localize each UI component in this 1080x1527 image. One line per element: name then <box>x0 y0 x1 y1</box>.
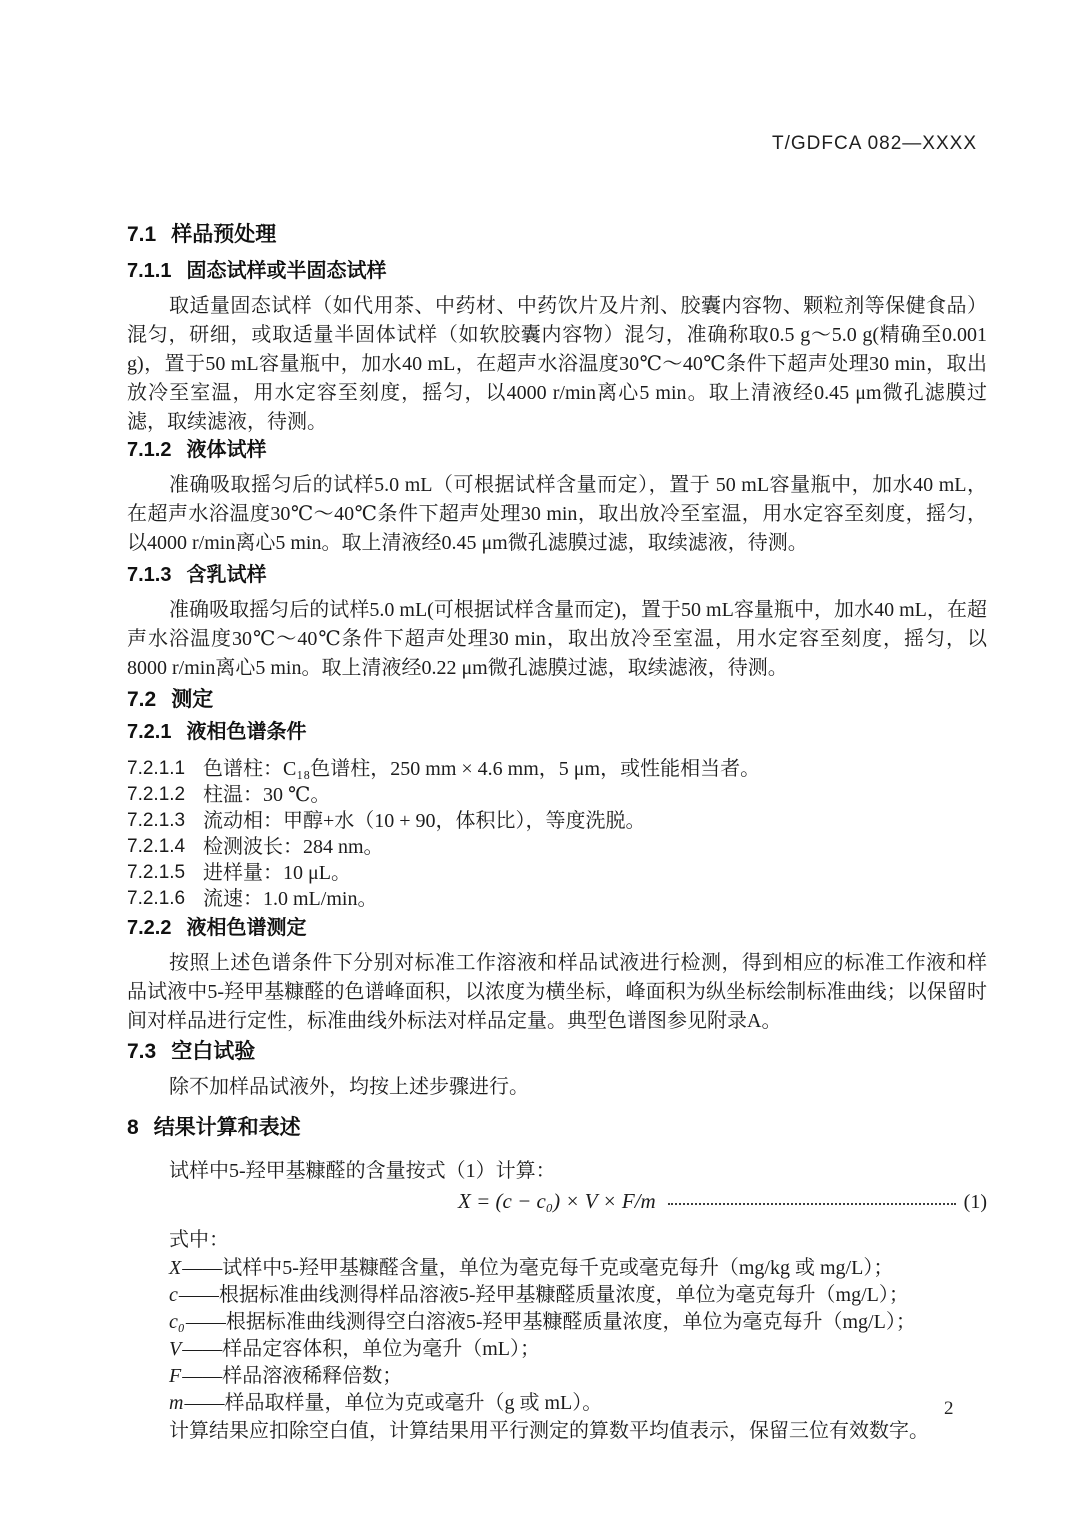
clause-number: 7.2.1.6 <box>127 888 186 909</box>
clause-list <box>127 756 987 912</box>
clause-text: 检测波长：284 nm。 <box>203 836 384 858</box>
section-heading-7-3 <box>127 1039 987 1065</box>
paragraph-7-2-2: 按照上述色谱条件下分别对标准工作溶液和样品试液进行检测，得到相应的标准工作液和样品试液中5-羟甲基糠醛的色谱峰面积，以浓度为横坐标，峰面积为纵坐标绘制标准曲线；以保留时间对样品进行定性，标准曲线外标法对样品定量。典型色谱图参见附录A。 <box>127 952 987 1032</box>
section-heading-7-1 <box>127 222 987 248</box>
section-heading-7-2 <box>127 687 987 713</box>
symbol-definitions <box>127 1255 987 1417</box>
clause-number: 7.2.1.2 <box>127 784 186 805</box>
definition-m <box>127 1390 987 1417</box>
heading-number: 7.1.3 <box>127 564 172 586</box>
heading-title: 样品预处理 <box>171 223 277 246</box>
clause-7-2-1-3 <box>127 808 987 834</box>
paragraph-7-1-3: 准确吸取摇匀后的试样5.0 mL(可根据试样含量而定)，置于50 mL容量瓶中，加水40 mL，在超声水浴温度30℃～40℃条件下超声处理30 min，取出放冷至室温，用水定容至刻度，摇匀，以8000 r/min离心5 min。取上清液经0.22 μm微孔滤膜过滤，取续滤液，待测。 <box>127 599 987 679</box>
definition-text: ——样品取样量，单位为克或毫升（g 或 mL）。 <box>184 1392 603 1414</box>
heading-title: 含乳试样 <box>186 564 267 586</box>
heading-title: 结果计算和表述 <box>153 1116 301 1139</box>
clause-text: 色谱柱：C₁₈色谱柱，250 mm × 4.6 mm，5 μm，或性能相当者。 <box>203 758 761 780</box>
section-heading-7-1-3 <box>127 562 987 588</box>
heading-title: 固态试样或半固态试样 <box>186 260 387 282</box>
symbol: c <box>169 1284 178 1306</box>
definition-text: ——样品定容体积，单位为毫升（mL）； <box>182 1338 540 1360</box>
paragraph-7-1-2: 准确吸取摇匀后的试样5.0 mL（可根据试样含量而定），置于 50 mL容量瓶中，加水40 mL，在超声水浴温度30℃～40℃条件下超声处理30 min，取出放冷至室温，用水定容至刻度，摇匀，以4000 r/min离心5 min。取上清液经0.45 μm微孔滤膜过滤，取续滤液，待测。 <box>127 474 987 554</box>
page-number: 2 <box>944 1398 954 1419</box>
symbol: m <box>169 1392 184 1414</box>
heading-number: 7.1.2 <box>127 439 172 461</box>
paragraph-8-intro: 试样中5-羟甲基糠醛的含量按式（1）计算： <box>169 1160 556 1182</box>
clause-7-2-1-4 <box>127 834 987 860</box>
where-label: 式中： <box>169 1229 229 1251</box>
clause-text: 进样量：10 μL。 <box>203 862 351 884</box>
paragraph-7-1-1: 取适量固态试样（如代用茶、中药材、中药饮片及片剂、胶囊内容物、颗粒剂等保健食品）混匀，研细，或取适量半固体试样（如软胶囊内容物）混匀，准确称取0.5 g～5.0 g(精确至0.001 g)，置于50 mL容量瓶中，加水40 mL，在超声水浴温度30℃～40℃条件下超声处理30 min，取出放冷至室温，用水定容至刻度，摇匀，以4000 r/min离心5 min。取上清液经0.45 μm微孔滤膜过滤，取续滤液，待测。 <box>127 295 987 433</box>
clause-number: 7.2.1.3 <box>127 810 186 831</box>
heading-title: 液相色谱条件 <box>186 721 307 743</box>
heading-number: 7.2.2 <box>127 917 172 939</box>
dotted-leader <box>668 1203 956 1205</box>
clause-text: 流动相：甲醇+水（10 + 90，体积比），等度洗脱。 <box>203 810 646 832</box>
heading-number: 7.3 <box>127 1040 157 1063</box>
section-heading-7-1-1 <box>127 258 987 284</box>
definition-text: ——根据标准曲线测得空白溶液5-羟甲基糠醛质量浓度，单位为毫克每升（mg/L）； <box>185 1311 916 1333</box>
section-heading-7-2-1 <box>127 719 987 745</box>
definition-V <box>127 1336 987 1363</box>
page-header <box>772 133 977 155</box>
definition-text: ——试样中5-羟甲基糠醛含量，单位为毫克每千克或毫克每升（mg/kg 或 mg/L）； <box>182 1257 894 1279</box>
definition-text: ——样品溶液稀释倍数； <box>182 1365 403 1387</box>
clause-7-2-1-1 <box>127 756 987 782</box>
heading-title: 测定 <box>171 688 214 711</box>
definition-c <box>127 1282 987 1309</box>
definition-text: ——根据标准曲线测得样品溶液5-羟甲基糠醛质量浓度，单位为毫克每升（mg/L）； <box>178 1284 909 1306</box>
heading-number: 8 <box>127 1116 139 1139</box>
section-heading-7-1-2 <box>127 437 987 463</box>
clause-number: 7.2.1.1 <box>127 758 186 779</box>
heading-title: 液相色谱测定 <box>186 917 307 939</box>
doc-code: T/GDFCA 082—XXXX <box>771 133 977 154</box>
definition-c0 <box>127 1309 987 1336</box>
formula-number: (1) <box>963 1191 987 1213</box>
formula-1 <box>127 1186 987 1217</box>
heading-number: 7.2.1 <box>127 721 172 743</box>
clause-text: 流速：1.0 mL/min。 <box>203 888 378 910</box>
clause-number: 7.2.1.5 <box>127 862 186 883</box>
page-footer <box>944 1398 954 1420</box>
definition-F <box>127 1363 987 1390</box>
symbol: V <box>169 1338 182 1360</box>
clause-number: 7.2.1.4 <box>127 836 186 857</box>
clause-7-2-1-5 <box>127 860 987 886</box>
clause-7-2-1-6 <box>127 886 987 912</box>
symbol: F <box>169 1365 182 1387</box>
heading-number: 7.1 <box>127 223 157 246</box>
paragraph-7-3: 除不加样品试液外，均按上述步骤进行。 <box>169 1076 529 1098</box>
section-heading-8 <box>127 1115 987 1141</box>
heading-number: 7.1.1 <box>127 260 172 282</box>
heading-title: 液体试样 <box>186 439 267 461</box>
formula-expression: X = (c − c₀) × V × F/m <box>458 1189 656 1213</box>
paragraph-8-closing: 计算结果应扣除空白值，计算结果用平行测定的算数平均值表示，保留三位有效数字。 <box>169 1420 929 1442</box>
document-content <box>127 222 987 1446</box>
heading-title: 空白试验 <box>171 1040 256 1063</box>
clause-7-2-1-2 <box>127 782 987 808</box>
clause-text: 柱温：30 ℃。 <box>203 784 331 806</box>
symbol: X <box>169 1257 182 1279</box>
symbol: c₀ <box>169 1311 185 1333</box>
section-heading-7-2-2 <box>127 915 987 941</box>
definition-X <box>127 1255 987 1282</box>
heading-number: 7.2 <box>127 688 157 711</box>
